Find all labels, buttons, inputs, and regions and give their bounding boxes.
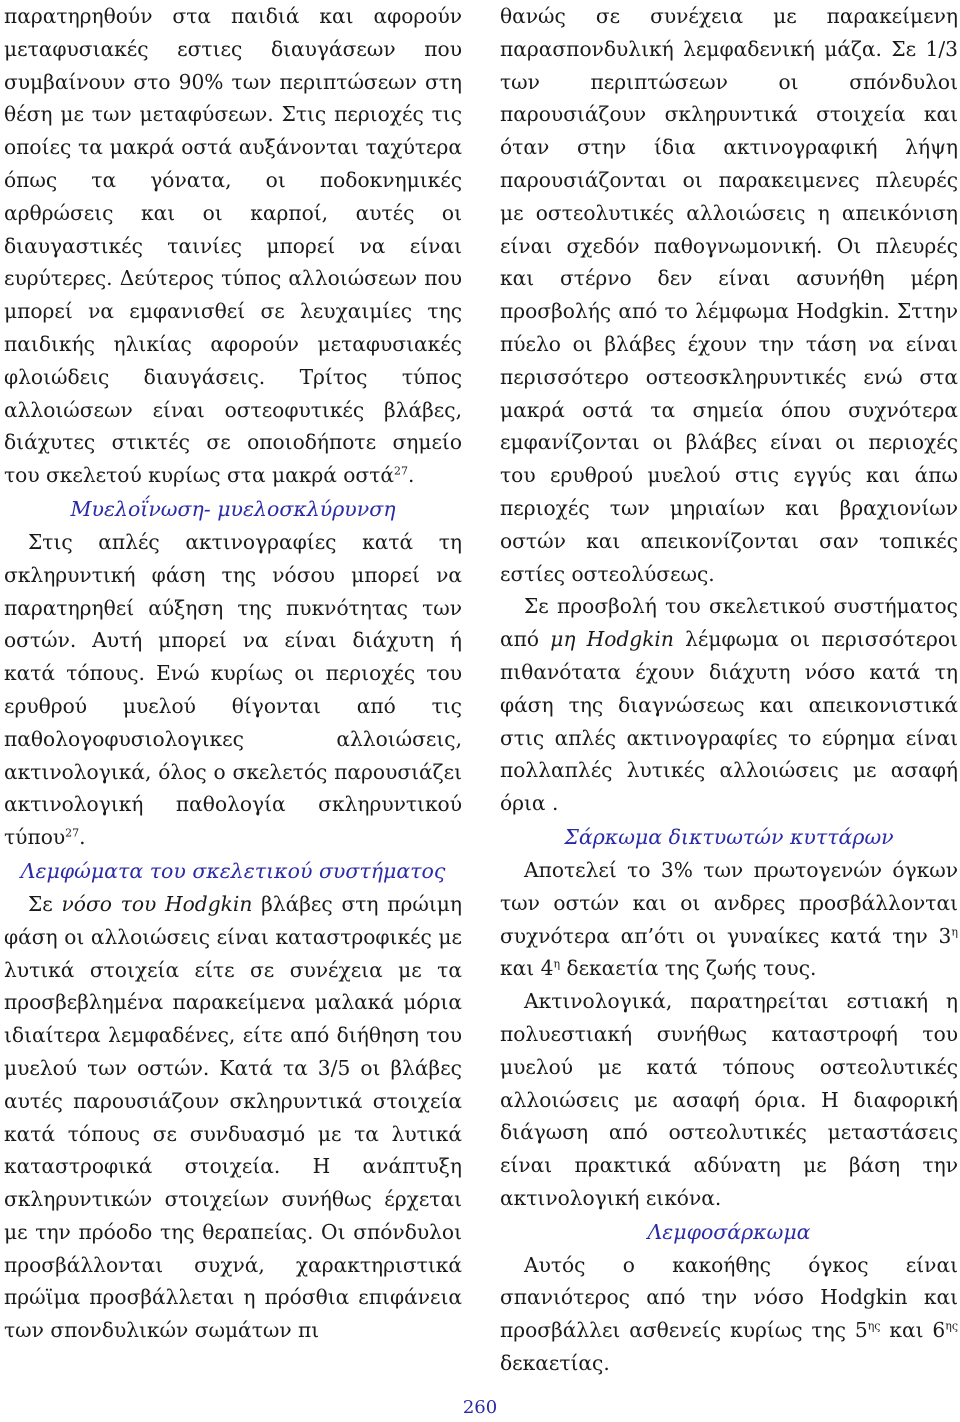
heading-skeletal-lymphomas: Λεμφώματα του σκελετικού συστήματος — [20, 858, 446, 883]
paragraph-reticulum-incidence: Αποτελεί το 3% των πρωτογενών όγκων των οστών και οι ανδρες προσβάλλονται συχνότερα απ’ότι οι γυναίκες κατά την $3^\eta$ και $4^\eta$ δεκαετία της ζωής τους. — [500, 857, 958, 981]
emphasis-non-hodgkin: μη Hodgkin — [550, 627, 674, 652]
citation-ref: 27 — [394, 464, 409, 478]
left-column — [4, 0, 462, 1347]
paragraph-reticulum-imaging: Ακτινολογικά, παρατηρείται εστιακή η πολυεστιακή συνήθως καταστροφή του μυελού με κατά τόπους οστεολυτικές αλλοιώσεις με ασαφή όρια. Η διαφορική διάγωση από οστεολυτικές μεταστάσεις είναι πρακτικά αδύνατη με βάση την ακτινολογική εικόνα. — [500, 989, 958, 1210]
paragraph-hodgkin-continued: θανώς σε συνέχεια με παρακείμενη παρασπονδυλική λεμφαδενική μάζα. Σε 1/3 των περιπτώσεων οι σπόνδυλοι παρουσιάζουν σκληρυντικά στοιχεία και όταν στην ίδια ακτινογραφική λήψη παρουσιάζονται οι παρακειμενες πλευρές με οστεολυτικές αλλοιώσεις η απεικόνιση είναι σχεδόν παθογνωμονική. Οι πλευρές και στέρνο δεν είναι ασυνήθη μέρη προσβολής από το λέμφωμα Hodgkin. Σττην πύελο οι βλάβες έχουν την τάση να είναι περισσότερο οστεοσκληρυντικές ενώ στα μακρά οστά τα σημεία όπου συχνότερα εμφανίζονται οι βλάβες είναι οι περιοχές του ερυθρού μυελού στις εγγύς και άπω περιοχές των μηριαίων και βραχιονίων οστών και απεικονίζονται σαν τοπικές εστίες οστεολύσεως. — [500, 4, 958, 586]
page-number: 260 — [462, 1397, 498, 1418]
paragraph-hodgkin: Σε νόσο του Hodgkin βλάβες στη πρώιμη φάση οι αλλοιώσεις είναι καταστροφικές με λυτικά στοιχεία είτε σε συνέχεια με τα προσβεβλημένα παρακείμενα μαλακά μόρια ιδιαίτερα λεμφαδένες, είτε από διήθηση του μυελού των οστών. Κατά τα 3/5 οι βλάβες αυτές παρουσιάζουν σκληρυντικά στοιχεία κατά τόπους σε συνδυασμό με τα λυτικά καταστροφικά στοιχεία. Η ανάπτυξη σκληρυντικών στοιχείων συνήθως έρχεται με την πρόοδο της θεραπείας. Οι σπόνδυλοι προσβάλλονται συχνά, χαρακτηριστικά πρώϊμα προσβάλλεται η πρόσθια επιφάνεια των σπονδυλικών σωμάτων πι — [4, 891, 462, 1343]
heading-reticulum-cell-sarcoma: Σάρκωμα δικτυωτών κυττάρων — [564, 824, 894, 849]
paragraph-lymphosarcoma: Αυτός ο κακοήθης όγκος είναι σπανιότερος από την νόσο Hodgkin και προσβάλλει ασθενείς κυρίως της $5^{\eta\varsigma}$ και $6^{\eta\varsigma}$ δεκαετίας. — [500, 1252, 959, 1376]
right-column — [500, 0, 958, 1380]
emphasis-hodgkin: νόσο του Hodgkin — [61, 891, 253, 916]
paragraph-myelofibrosis: Στις απλές ακτινογραφίες κατά τη σκληρυντική φάση της νόσου μπορεί να παρατηρηθεί αύξηση της πυκνότητας των οστών. Αυτή μπορεί να είναι διάχυτη ή κατά τόπους. Ενώ κυρίως οι περιοχές του ερυθρού μυελού θίγονται από τις παθολογοφυσιολογικες αλλοιώσεις, ακτινολογικά, όλος ο σκελετός παρουσιάζει ακτινολογική παθολογία σκληρυντικού τύπου$^{27}$. — [4, 529, 462, 850]
heading-myelofibrosis: Μυελοΐνωση- μυελοσκλύρυνση — [70, 496, 396, 521]
paragraph-leukemia-lesions: παρατηρηθούν στα παιδιά και αφορούν μεταφυσιακές εστιες διαυγάσεων που συμβαίνουν στο 90% των περιπτώσεων στη θέση με των μεταφύσεων. Στις περιοχές τις οποίες τα μακρά οστά αυξάνονται ταχύτερα όπως τα γόνατα, οι ποδοκνημικές αρθρώσεις και οι καρποί, αυτές οι διαυγαστικές ταινίες μπορεί να είναι ευρύτερες. Δεύτερος τύπος αλλοιώσεων που μπορεί να εμφανισθεί σε λευχαιμίες της παιδικής ηλικίας αφορούν μεταφυσιακές φλοιώδεις διαυγάσεις. Τρίτος τύπος αλλοιώσεων είναι οστεοφυτικές βλάβες, διάχυτες στικτές σε οποιοδήποτε σημείο του σκελετού κυρίως στα μακρά οστά$^{27}$. — [4, 4, 462, 488]
heading-lymphosarcoma: Λεμφοσάρκωμα — [647, 1219, 811, 1244]
citation-ref: 27 — [65, 826, 80, 840]
paragraph-non-hodgkin: Σε προσβολή του σκελετικού συστήματος από μη Hodgkin λέμφωμα οι περισσότεροι πιθανότατα έχουν διάχυτη νόσο κατά τη φάση της διαγνώσεως και απεικονιστικά στις απλές ακτινογραφίες το εύρημα είναι πολλαπλές λυτικές αλλοιώσεις με ασαφή όρια . — [500, 594, 958, 816]
